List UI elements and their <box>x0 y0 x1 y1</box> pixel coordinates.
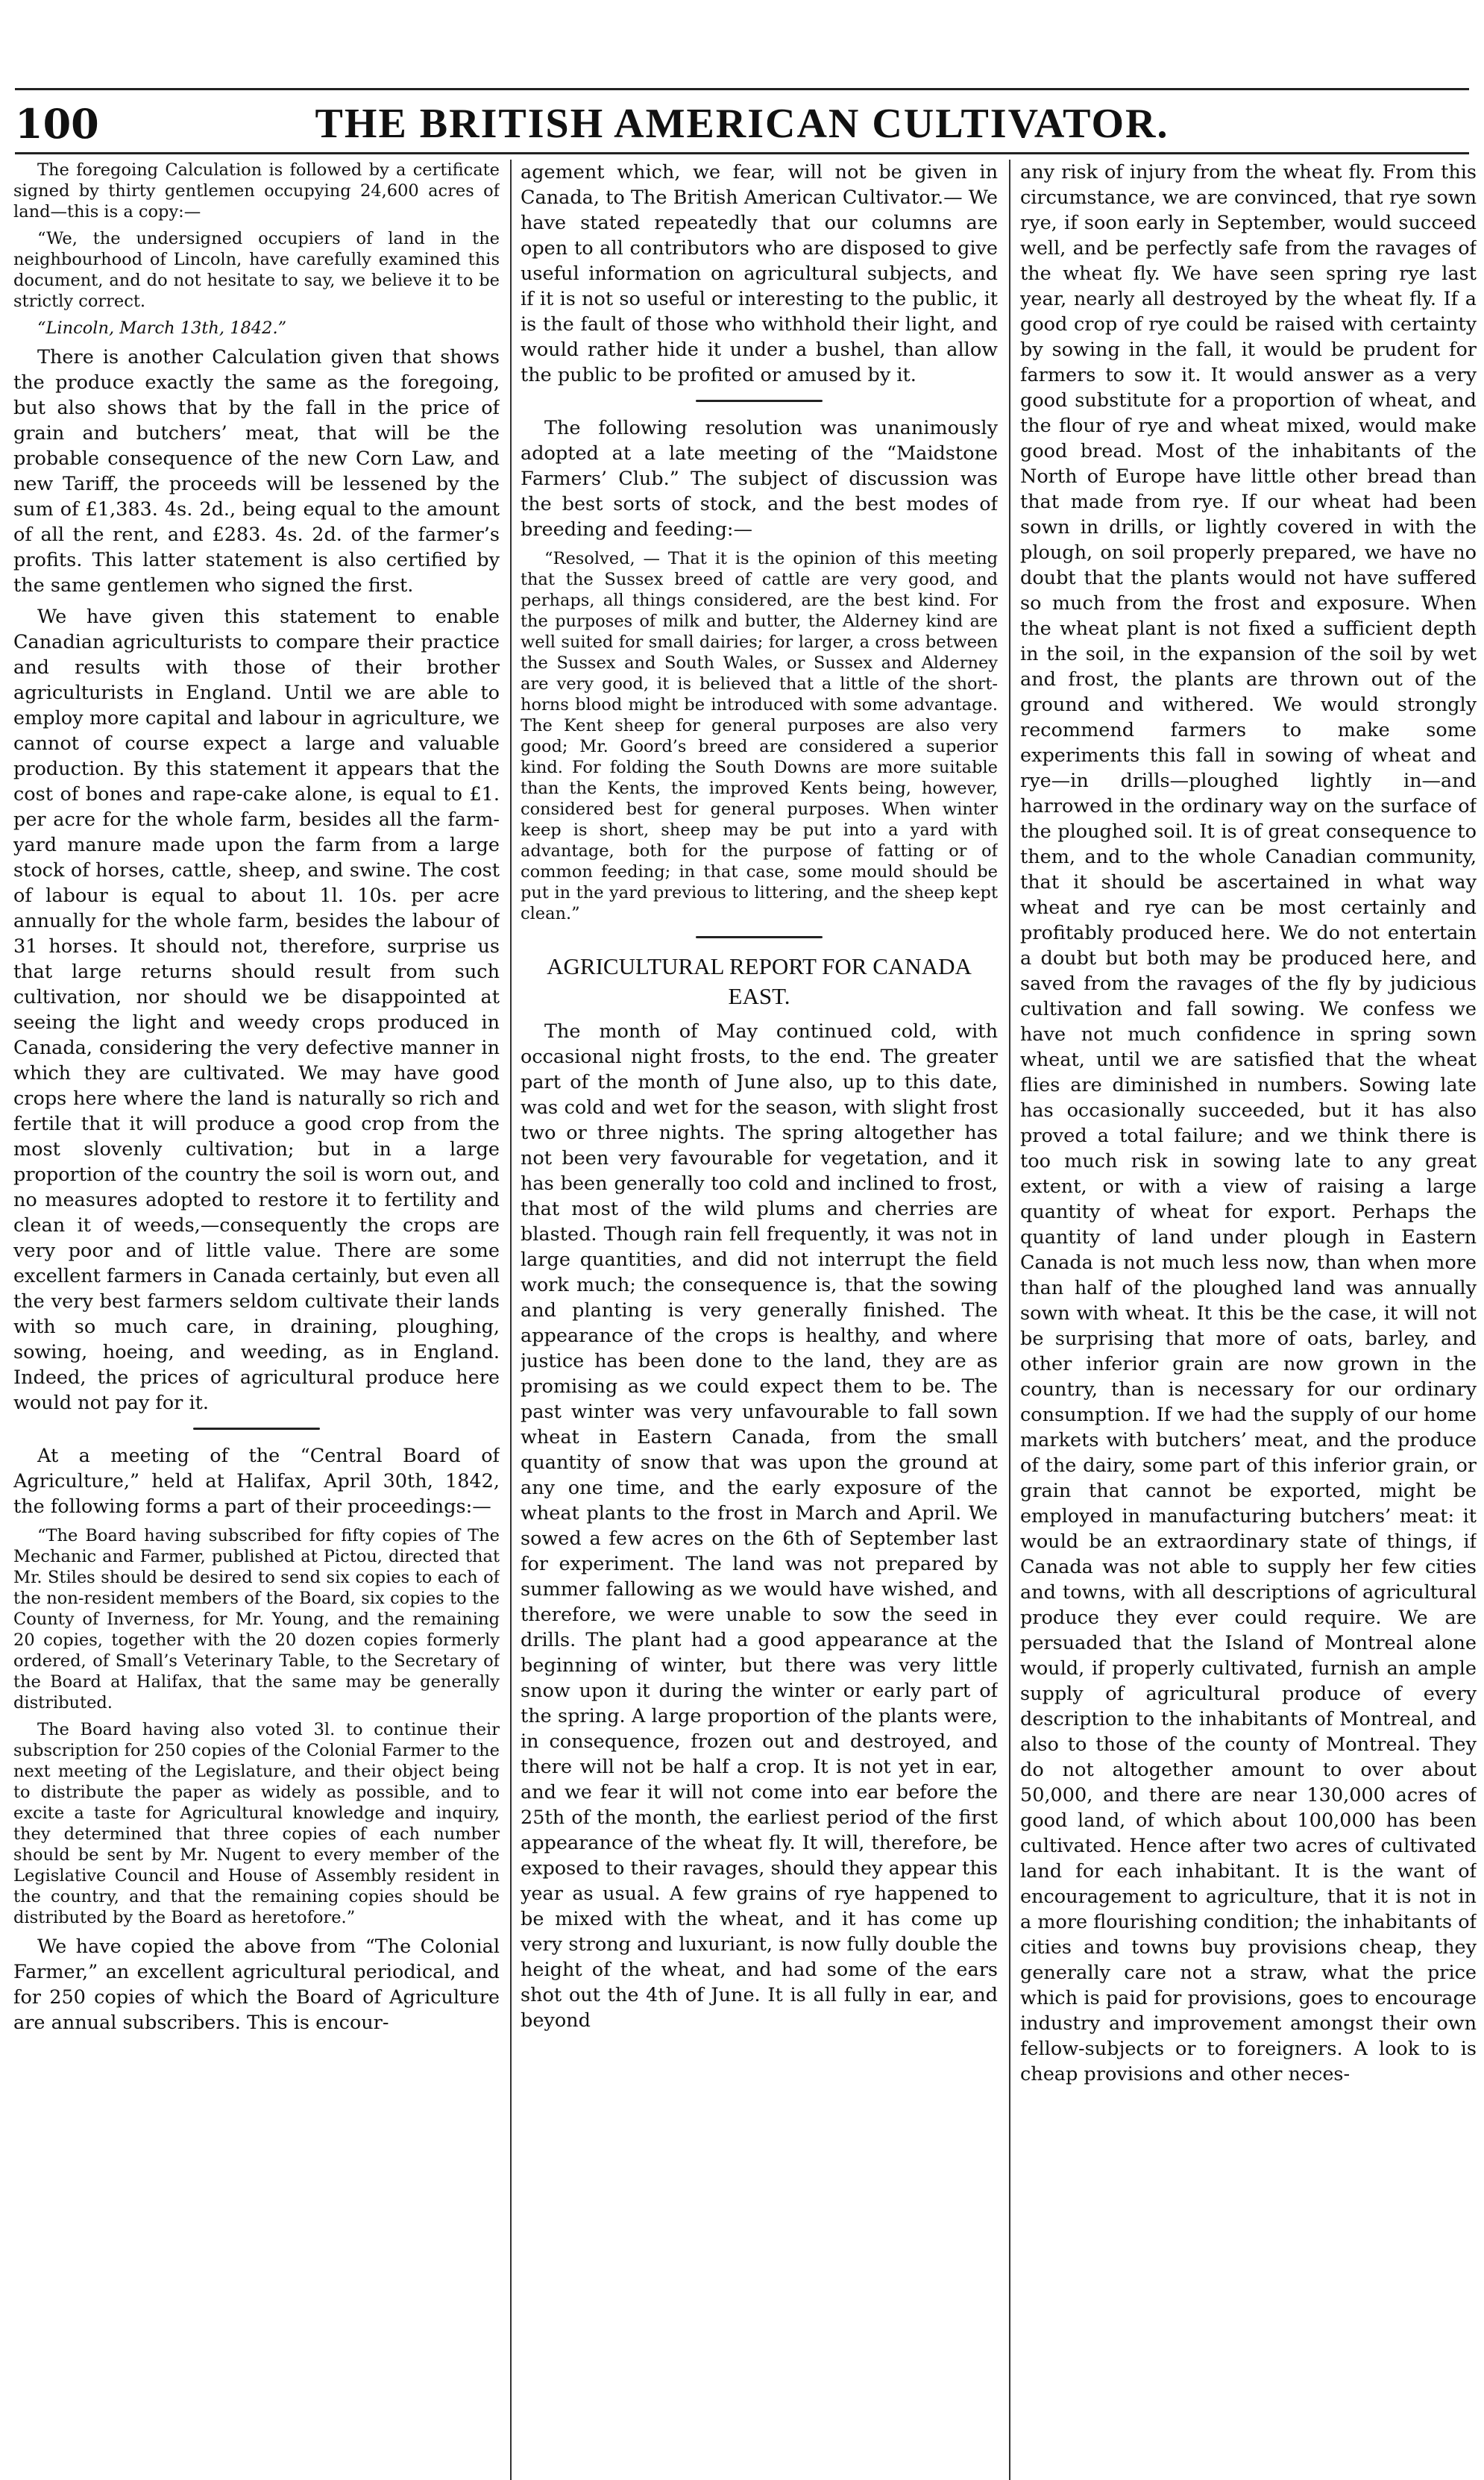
top-rule <box>15 88 1469 90</box>
column-1 <box>13 160 500 2480</box>
paragraph: “We, the undersigned occupiers of land in the neighbourhood of Lincoln, have carefully examined this document, and do not hesitate to say, we believe it to be strictly correct. <box>13 229 500 311</box>
paragraph: We have copied the above from “The Colonial Farmer,” an excellent agricultural periodical, and for 250 copies of which the Board of Agriculture are annual subscribers. This is encour- <box>13 1936 500 2034</box>
column-2 <box>521 160 998 2480</box>
paragraph: agement which, we fear, will not be given in Canada, to The British American Cultivator.— We have stated repeatedly that our columns are open to all contributors who are disposed to give useful information on agricultural subjects, and if it is not so useful or interesting to the public, it is the fault of those who withhold their light, and would rather hide it under a bushel, than allow the public to be profited or amused by it. <box>521 161 998 386</box>
paragraph: The following resolution was unanimously adopted at a late meeting of the “Maidstone Farmers’ Club.” The subject of discussion was the best sorts of stock, and the best modes of breeding and feeding:— <box>521 417 998 541</box>
header-rule <box>15 152 1469 154</box>
paragraph: The foregoing Calculation is followed by a certificate signed by thirty gentlemen occupying 24,600 acres of land—this is a copy:— <box>13 160 500 222</box>
paragraph: The month of May continued cold, with occasional night frosts, to the end. The greater part of the month of June also, up to this date, was cold and wet for the season, with slight frost two or three nights. The spring altogether has not been very favourable for vegetation, and it has been generally too cold and inclined to frost, that most of the wild plums and cherries are blasted. Though rain fell frequently, it was not in large quantities, and did not interrupt the field work much; the consequence is, that the sowing and planting is very generally finished. The appearance of the crops is healthy, and where justice has been done to the land, they are as promising as we could expect them to be. The past winter was very unfavourable to fall sown wheat in Eastern Canada, from the small quantity of snow that was upon the ground at any one time, and the early exposure of the wheat plants to the frost in March and April. We sowed a few acres on the 6th of September last for experiment. The land was not prepared by summer fallowing as we would have wished, and therefore, we were unable to sow the seed in drills. The plant had a good appearance at the beginning of winter, but there was very little snow upon it during the winter or early part of the spring. A large proportion of the plants were, in consequence, frozen out and destroyed, and there will not be half a crop. It is not yet in ear, and we fear it will not come into ear before the 25th of the month, the earliest period of the first appearance of the wheat fly. It will, therefore, be exposed to their ravages, should they appear this year as usual. A few grains of rye happened to be mixed with the wheat, and it has come up very strong and luxuriant, is now fully double the height of the wheat, and had some of the ears shot out the 4th of June. It is all fully in ear, and beyond <box>521 1020 998 2032</box>
paragraph: any risk of injury from the wheat fly. From this circumstance, we are convinced, that rye sown rye, if soon early in September, would succeed well, and be perfectly safe from the ravages of the wheat fly. We have seen spring rye last year, nearly all destroyed by the wheat fly. If a good crop of rye could be raised with certainty by sowing in the fall, it would be prudent for farmers to sow it. It would answer as a very good substitute for a proportion of wheat, and the flour of rye and wheat mixed, would make good bread. Most of the inhabitants of the North of Europe have little other bread than that made from rye. If our wheat had been sown in drills, or lightly covered in with the plough, on soil properly prepared, we have no doubt that the plants would not have suffered so much from the frost and exposure. When the wheat plant is not fixed a sufficient depth in the soil, in the expansion of the soil by wet and frost, the plants are thrown out of the ground and withered. We would strongly recommend farmers to make some experiments this fall in sowing of wheat and rye—in drills—ploughed lightly in—and harrowed in the ordinary way on the surface of the ploughed soil. It is of great consequence to them, and to the whole Canadian community, that it should be ascertained in what way wheat and rye can be most certainly and profitably produced here. We do not entertain a doubt but both may be produced here, and saved from the ravages of the fly by judicious cultivation and fall sowing. We confess we have not much confidence in spring sown wheat, until we are satisfied that the wheat flies are diminished in numbers. Sowing late has occasionally succeeded, but it has also proved a total failure; and we think there is too much risk in sowing late to any great extent, or with a view of raising a large quantity of wheat for export. Perhaps the quantity of land under plough in Eastern Canada is not much less now, than when more than half of the ploughed land was annually sown with wheat. It this be the case, it will not be surprising that more of oats, barley, and other inferior grain are now grown in the country, than is necessary for our ordinary consumption. If we had the supply of our home markets with butchers’ meat, and the produce of the dairy, some part of this inferior grain, or grain that cannot be exported, might be employed in manufacturing butchers’ meat: it would be an extraordinary state of things, if Canada was not able to supply her few cities and towns, with all descriptions of agricultural produce they ever could require. We are persuaded that the Island of Montreal alone would, if properly cultivated, furnish an ample supply of agricultural produce of every description to the inhabitants of Montreal, and also to those of the county of Montreal. They do not altogether amount to over about 50,000, and there are near 130,000 acres of good land, of which about 100,000 has been cultivated. Hence after two acres of cultivated land for each inhabitant. It is the want of encouragement to agriculture, that it is not in a more flourishing condition; the inhabitants of cities and towns buy provisions cheap, they generally care not a straw, what the price which is paid for provisions, goes to encourage industry and improvement amongst their own fellow-subjects or to foreigners. A look to is cheap provisions and other neces- <box>1020 161 1477 2085</box>
page-title: THE BRITISH AMERICAN CULTIVATOR. <box>315 101 1169 147</box>
paragraph: The Board having also voted 3l. to continue their subscription for 250 copies of the Colonial Farmer to the next meeting of the Legislature, and their object being to distribute the paper as widely as possible, and to excite a taste for Agricultural knowledge and inquiry, they determined that three copies of each number should be sent by Mr. Nugent to every member of the Legislative Council and House of Assembly resident in the country, and that the remaining copies should be distributed by the Board as heretofore.” <box>13 1720 500 1927</box>
paragraph: “The Board having subscribed for fifty copies of The Mechanic and Farmer, published at Pictou, directed that Mr. Stiles should be desired to send six copies to each of the non-resident members of the Board, six copies to the County of Inverness, for Mr. Young, and the remaining 20 copies, together with the 20 dozen copies formerly ordered, of Small’s Veterinary Table, to the Secretary of the Board at Halifax, that the same may be generally distributed. <box>13 1526 500 1713</box>
resolution-text: “Resolved, — That it is the opinion of this meeting that the Sussex breed of cattle are very good, and perhaps, all things considered, are the best kind. For the purposes of milk and butter, the Alderney kind are well suited for small dairies; for larger, a cross between the Sussex and South Wales, or Sussex and Alderney are very good, it is believed that a little of the short-horns blood might be introduced with some advantage. The Kent sheep for general purposes are also very good; Mr. Goord’s breed are considered a superior kind. For folding the South Downs are more suitable than the Kents, the improved Kents being, however, considered best for general purposes. When winter keep is short, sheep may be put into a yard with advantage, both for the purpose of fatting or of common feeding; in that case, some mould should be put in the yard previous to littering, and the sheep kept clean.” <box>521 549 998 923</box>
dateline: “Lincoln, March 13th, 1842.” <box>37 318 287 338</box>
section-divider <box>696 400 823 402</box>
column-divider <box>510 160 512 2480</box>
paragraph: There is another Calculation given that shows the produce exactly the same as the foregoing, but also shows that by the fall in the price of grain and butchers’ meat, that will be the probable consequence of the new Corn Law, and new Tariff, the proceeds will be lessened by the sum of £1,383. 4s. 2d., being equal to the amount of all the rent, and £283. 4s. 2d. of the farmer’s profits. This latter statement is also certified by the same gentlemen who signed the first. <box>13 346 500 597</box>
paragraph: We have given this statement to enable Canadian agriculturists to compare their practice and results with those of their brother agriculturists in England. Until we are able to employ more capital and labour in agriculture, we cannot of course expect a large and valuable production. By this statement it appears that the cost of bones and rape-cake alone, is equal to £1. per acre for the whole farm, besides all the farm-yard manure made upon the farm from a large stock of horses, cattle, sheep, and swine. The cost of labour is equal to about 1l. 10s. per acre annually for the whole farm, besides the labour of 31 horses. It should not, therefore, surprise us that large returns should result from such cultivation, nor should we be disappointed at seeing the light and weedy crops produced in Canada, considering the very defective manner in which they are cultivated. We may have good crops here where the land is naturally so rich and fertile that it will produce a good crop from the most slovenly cultivation; but in a large proportion of the country the soil is worn out, and no measures adopted to restore it to fertility and clean it of weeds,—consequently the crops are very poor and of little value. There are some excellent farmers in Canada certainly, but even all the very best farmers seldom cultivate their lands with so much care, in draining, ploughing, sowing, hoeing, and weeding, as in England. Indeed, the prices of agricultural produce here would not pay for it. <box>13 606 500 1414</box>
paragraph: At a meeting of the “Central Board of Agriculture,” held at Halifax, April 30th, 1842, the following forms a part of their proceedings:— <box>13 1445 500 1518</box>
section-divider <box>193 1428 320 1430</box>
column-3 <box>1020 160 1477 2480</box>
page-number: 100 <box>15 100 99 148</box>
report-heading: AGRICULTURAL REPORT FOR CANADA EAST. <box>547 953 972 1009</box>
section-divider <box>696 936 823 938</box>
masthead <box>15 95 1469 152</box>
column-divider <box>1009 160 1010 2480</box>
